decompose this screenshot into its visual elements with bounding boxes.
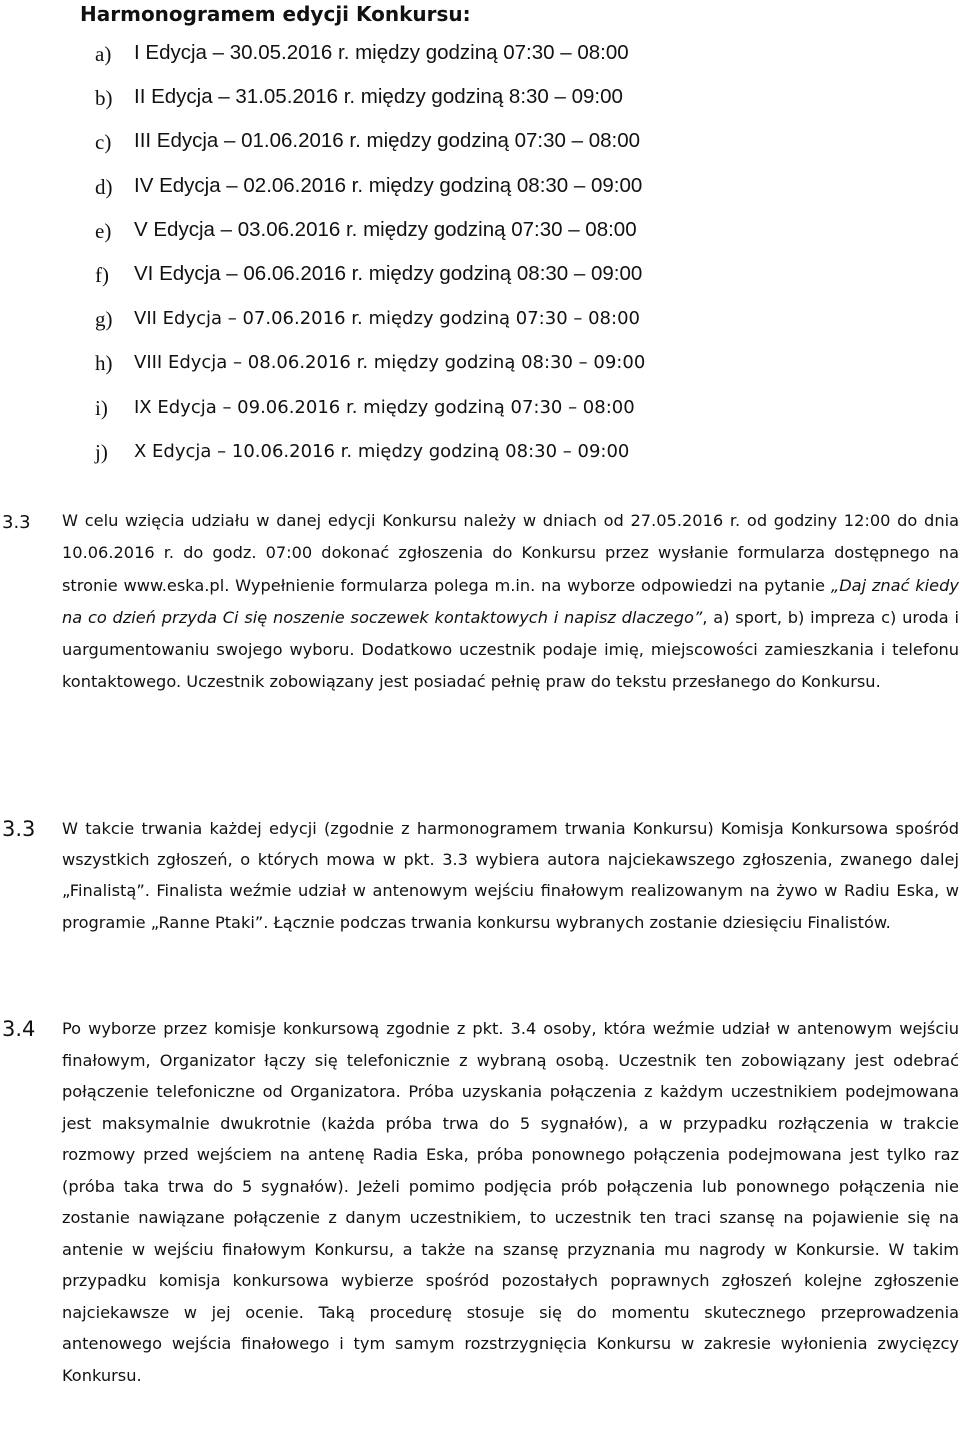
schedule-item <box>0 257 960 301</box>
list-marker: e) <box>95 218 112 243</box>
schedule-item-text: VIII Edycja – 08.06.2016 r. między godziną 08:30 – 09:00 <box>134 352 646 374</box>
schedule-item-text: V Edycja – 03.06.2016 r. między godziną 07:30 – 08:00 <box>134 217 637 241</box>
list-marker: a) <box>95 42 112 66</box>
schedule-item <box>0 169 960 213</box>
section-number: 3.3 <box>2 512 31 533</box>
schedule-item <box>0 124 960 168</box>
section-body <box>62 505 959 699</box>
schedule-item-text: IV Edycja – 02.06.2016 r. między godziną 08:30 – 09:00 <box>134 173 643 197</box>
schedule-item-text: I Edycja – 30.05.2016 r. między godziną 07:30 – 08:00 <box>134 41 629 64</box>
schedule-item-text: X Edycja – 10.06.2016 r. między godziną 08:30 – 09:00 <box>134 440 630 462</box>
schedule-item <box>0 345 960 389</box>
schedule-heading: Harmonogramem edycji Konkursu: <box>80 2 471 26</box>
schedule-item-text: II Edycja – 31.05.2016 r. między godziną 8:30 – 09:00 <box>134 85 623 109</box>
section-body: W takcie trwania każdej edycji (zgodnie z harmonogramem trwania Konkursu) Komisja Konkursowa spośród wszystkich zgłoszeń, o których mowa w pkt. 3.3 wybiera autora najciekawszego zgłoszenia, zwanego dalej „Finalistą”. Finalista weźmie udział w antenowym wejściu finałowym realizowanym na żywo w Radiu Eska, w programie „Ranne Ptaki”. Łącznie podczas trwania konkursu wybranych zostanie dziesięciu Finalistów. <box>62 819 959 932</box>
schedule-item <box>0 434 960 478</box>
section-body: Po wyborze przez komisje konkursową zgodnie z pkt. 3.4 osoby, która weźmie udział w antenowym wejściu finałowym, Organizator łączy się telefonicznie z wybraną osobą. Uczestnik ten zobowiązany jest odebrać połączenie telefoniczne od Organizatora. Próba uzyskania połączenia z każdym uczestnikiem podejmowana jest maksymalnie dwukrotnie (każda próba trwa do 5 sygnałów), a w przypadku rozłączenia w trakcie rozmowy przed wejściem na antenę Radia Eska, próba ponownego połączenia podejmowana jest tylko raz (próba taka trwa do 5 sygnałów). Jeżeli pomimo podjęcia prób połączenia lub ponownego połączenia nie zostanie nawiązane połączenie z danym uczestnikiem, to uczestnik ten traci szansę na pojawienie się na antenie w wejściu finałowym Konkursu, a także na szansę przyznania mu nagrody w Konkursie. W takim przypadku komisja konkursowa wybierze spośród pozostałych poprawnych zgłoszeń kolejne zgłoszenie najciekawsze w jej ocenie. Taką procedurę stosuje się do momentu skutecznego przeprowadzenia antenowego wejścia finałowego i tym samym rozstrzygnięcia Konkursu w zakresie wyłonienia zwycięzcy Konkursu. <box>62 1019 959 1385</box>
section-number: 3.3 <box>2 817 36 841</box>
list-marker: f) <box>95 262 109 287</box>
schedule-item <box>0 301 960 345</box>
list-marker: c) <box>95 130 112 155</box>
schedule-list <box>0 36 960 478</box>
section-number: 3.4 <box>2 1017 36 1041</box>
schedule-item <box>0 80 960 124</box>
schedule-item <box>0 36 960 80</box>
contest-question: „Daj znać kiedy na co dzień przyda Ci się noszenie soczewek kontaktowych i napisz dlaczego” <box>62 575 959 627</box>
schedule-item <box>0 213 960 257</box>
list-marker: j) <box>95 439 108 464</box>
list-marker: h) <box>95 351 113 376</box>
section-text: , a) sport, b) impreza c) uroda i uargumentowaniu swojego wyboru. Dodatkowo uczestnik podaje imię, miejscowości zamieszkania i telefonu kontaktowego. Uczestnik zobowiązany jest posiadać pełnię praw do tekstu przesłanego do Konkursu. <box>62 607 959 692</box>
list-marker: b) <box>95 86 113 111</box>
schedule-item-text: VII Edycja – 07.06.2016 r. między godziną 07:30 – 08:00 <box>134 308 640 330</box>
schedule-item-text: III Edycja – 01.06.2016 r. między godziną 07:30 – 08:00 <box>134 129 641 153</box>
list-marker: i) <box>95 395 108 420</box>
schedule-item-text: IX Edycja – 09.06.2016 r. między godziną 07:30 – 08:00 <box>134 396 635 418</box>
list-marker: d) <box>95 174 113 199</box>
schedule-item <box>0 390 960 434</box>
section-text: W celu wzięcia udziału w danej edycji Konkursu należy w dniach od 27.05.2016 r. od godziny 12:00 do dnia 10.06.2016 r. do godz. 07:00 dokonać zgłoszenia do Konkursu przez wysłanie formularza dostępnego na stronie www.eska.pl. Wypełnienie formularza polega m.in. na wyborze odpowiedzi na pytanie <box>62 511 959 595</box>
list-marker: g) <box>95 307 113 332</box>
schedule-item-text: VI Edycja – 06.06.2016 r. między godziną 08:30 – 09:00 <box>134 261 643 285</box>
